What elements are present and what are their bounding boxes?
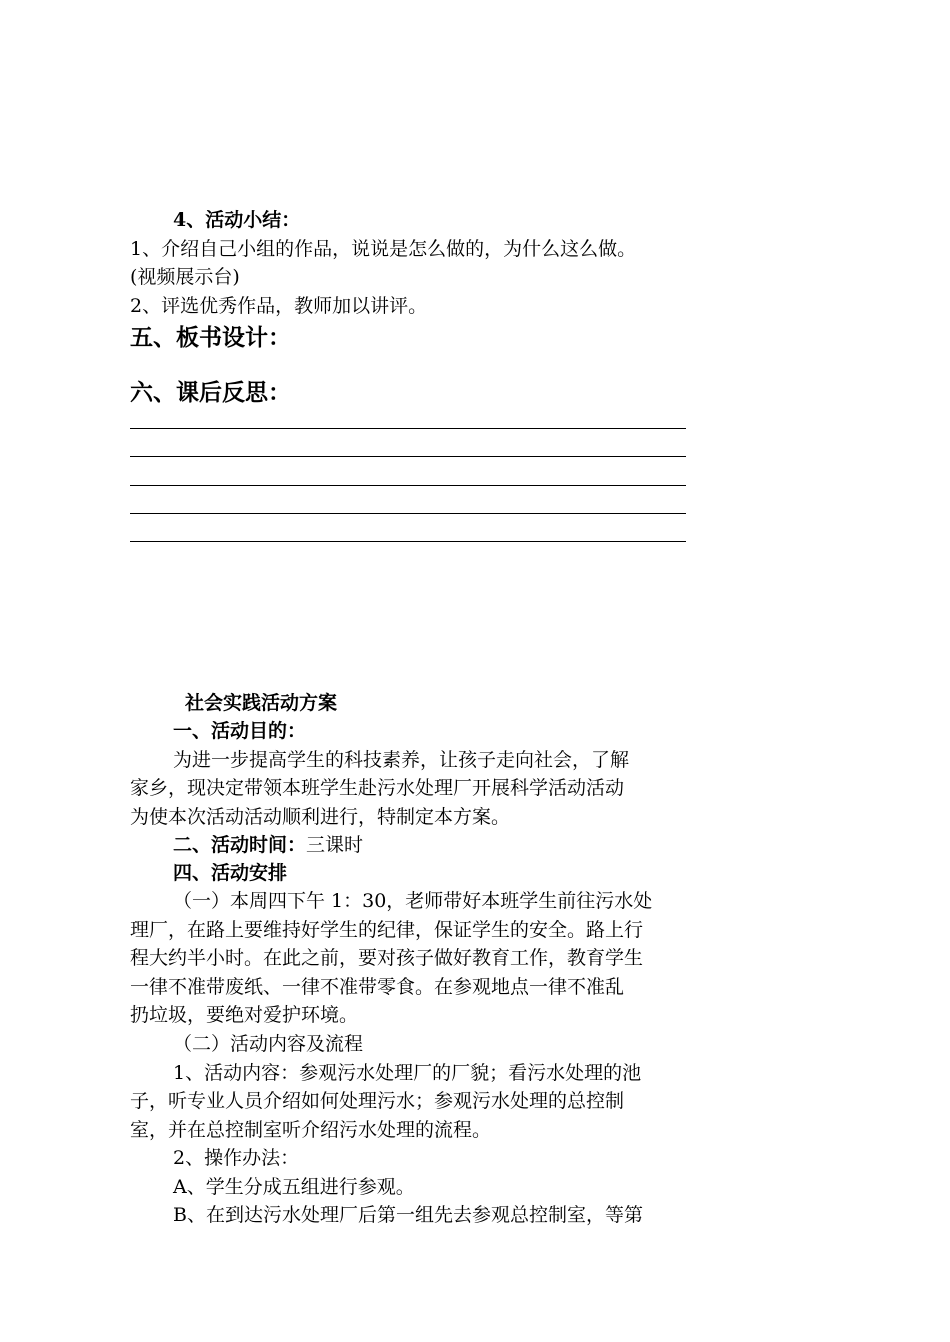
purpose-line: 为进一步提高学生的科技素养，让孩子走向社会，了解 [173, 749, 630, 771]
arrangement-heading: 四、活动安排 [173, 862, 288, 884]
purpose-line: 家乡，现决定带领本班学生赴污水处理厂开展科学活动活动 [130, 777, 625, 799]
step-a: A、学生分成五组进行参观。 [173, 1176, 415, 1198]
reflection-line [130, 541, 686, 542]
summary-item-1-note: (视频展示台) [130, 266, 240, 288]
content-line: 室，并在总控制室听介绍污水处理的流程。 [130, 1119, 492, 1141]
purpose-line: 为使本次活动活动顺利进行，特制定本方案。 [130, 806, 511, 828]
reflection-line [130, 485, 686, 486]
arrangement-line: 一律不准带废纸、一律不准带零食。在参观地点一律不准乱 [130, 976, 625, 998]
arrangement-line: （一）本周四下午 1：30，老师带好本班学生前往污水处 [173, 890, 653, 912]
activity-time-value: 三课时 [306, 834, 364, 856]
plan-title: 社会实践活动方案 [185, 692, 338, 714]
reflection-line [130, 428, 686, 429]
reflection-line [130, 456, 686, 457]
content-line: 1、活动内容：参观污水处理厂的厂貌；看污水处理的池 [173, 1062, 642, 1084]
step-b: B、在到达污水处理厂后第一组先去参观总控制室，等第 [173, 1204, 643, 1226]
flow-heading: （二）活动内容及流程 [173, 1033, 364, 1055]
reflection-line [130, 513, 686, 514]
board-design-heading: 五、板书设计： [130, 324, 291, 351]
activity-summary-subheading: 4、活动小结： [173, 209, 301, 231]
content-line: 子，听专业人员介绍如何处理污水；参观污水处理的总控制 [130, 1090, 625, 1112]
activity-time-label: 二、活动时间： [173, 834, 307, 856]
purpose-heading: 一、活动目的： [173, 720, 307, 742]
arrangement-line: 理厂，在路上要维持好学生的纪律，保证学生的安全。路上行 [130, 919, 644, 941]
activity-time [173, 832, 363, 858]
reflection-heading: 六、课后反思： [130, 379, 291, 406]
summary-item-2: 2、评选优秀作品，教师加以讲评。 [130, 295, 428, 317]
summary-item-1: 1、介绍自己小组的作品，说说是怎么做的，为什么这么做。 [130, 238, 637, 260]
method-heading: 2、操作办法： [173, 1147, 300, 1169]
arrangement-line: 程大约半小时。在此之前，要对孩子做好教育工作，教育学生 [130, 947, 644, 969]
arrangement-line: 扔垃圾，要绝对爱护环境。 [130, 1004, 359, 1026]
